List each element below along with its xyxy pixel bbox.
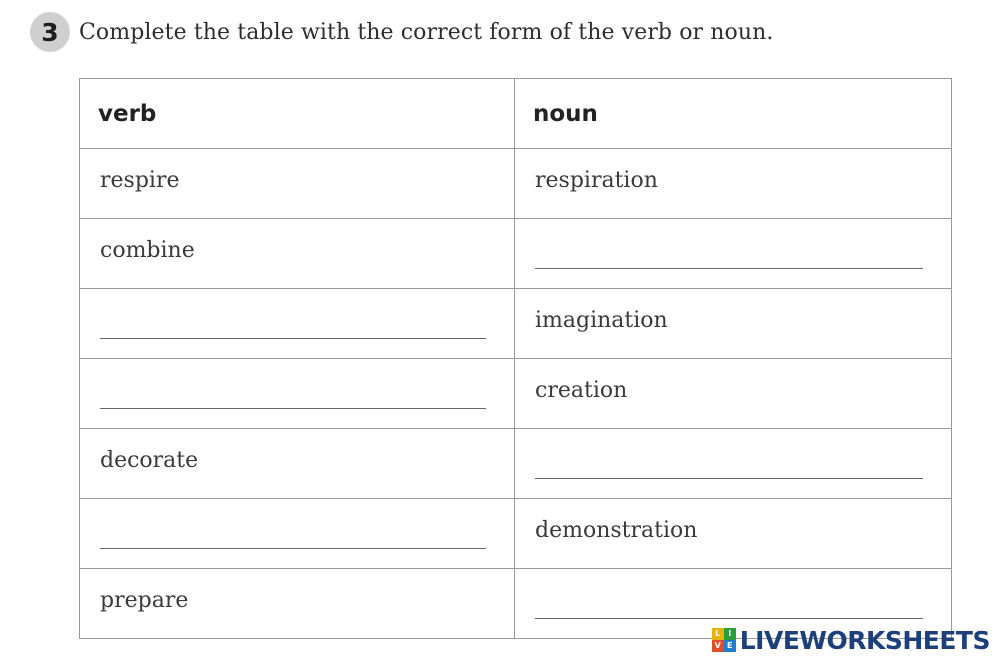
- noun-cell: [515, 149, 952, 219]
- header-cell-verb: [80, 79, 515, 149]
- noun-cell: [515, 289, 952, 359]
- header-noun: noun: [533, 101, 598, 127]
- verb-noun-table: [79, 78, 952, 639]
- noun-cell: [515, 499, 952, 569]
- noun-word: demonstration: [535, 518, 698, 543]
- verb-cell: [80, 429, 515, 499]
- noun-cell: [515, 219, 952, 289]
- verb-cell: [80, 149, 515, 219]
- verb-cell: [80, 569, 515, 639]
- verb-word: respire: [100, 168, 180, 193]
- noun-word: respiration: [535, 168, 658, 193]
- table-row: [80, 359, 952, 429]
- exercise-header: [30, 12, 774, 52]
- noun-cell: [515, 359, 952, 429]
- verb-cell: [80, 359, 515, 429]
- verb-word: decorate: [100, 448, 199, 473]
- noun-cell: [515, 429, 952, 499]
- header-verb: verb: [98, 101, 157, 127]
- exercise-number-badge: 3: [30, 12, 70, 52]
- verb-cell: [80, 289, 515, 359]
- verb-cell: [80, 219, 515, 289]
- noun-word: creation: [535, 378, 628, 403]
- table-row: [80, 149, 952, 219]
- liveworksheets-brand: [712, 626, 990, 654]
- table-row: [80, 219, 952, 289]
- table-row: [80, 289, 952, 359]
- noun-answer-blank[interactable]: [535, 618, 923, 619]
- noun-word: imagination: [535, 308, 668, 333]
- table-row: [80, 429, 952, 499]
- liveworksheets-logo-icon: L I V E: [712, 628, 736, 652]
- verb-answer-blank[interactable]: [100, 408, 486, 409]
- verb-word: combine: [100, 238, 195, 263]
- brand-text: LIVEWORKSHEETS: [739, 625, 990, 655]
- verb-answer-blank[interactable]: [100, 548, 486, 549]
- noun-answer-blank[interactable]: [535, 478, 923, 479]
- table-row: [80, 499, 952, 569]
- verb-word: prepare: [100, 588, 189, 613]
- table-header-row: [80, 79, 952, 149]
- exercise-instruction: Complete the table with the correct form of the verb or noun.: [79, 19, 774, 45]
- verb-answer-blank[interactable]: [100, 338, 486, 339]
- header-cell-noun: [515, 79, 952, 149]
- verb-cell: [80, 499, 515, 569]
- noun-answer-blank[interactable]: [535, 268, 923, 269]
